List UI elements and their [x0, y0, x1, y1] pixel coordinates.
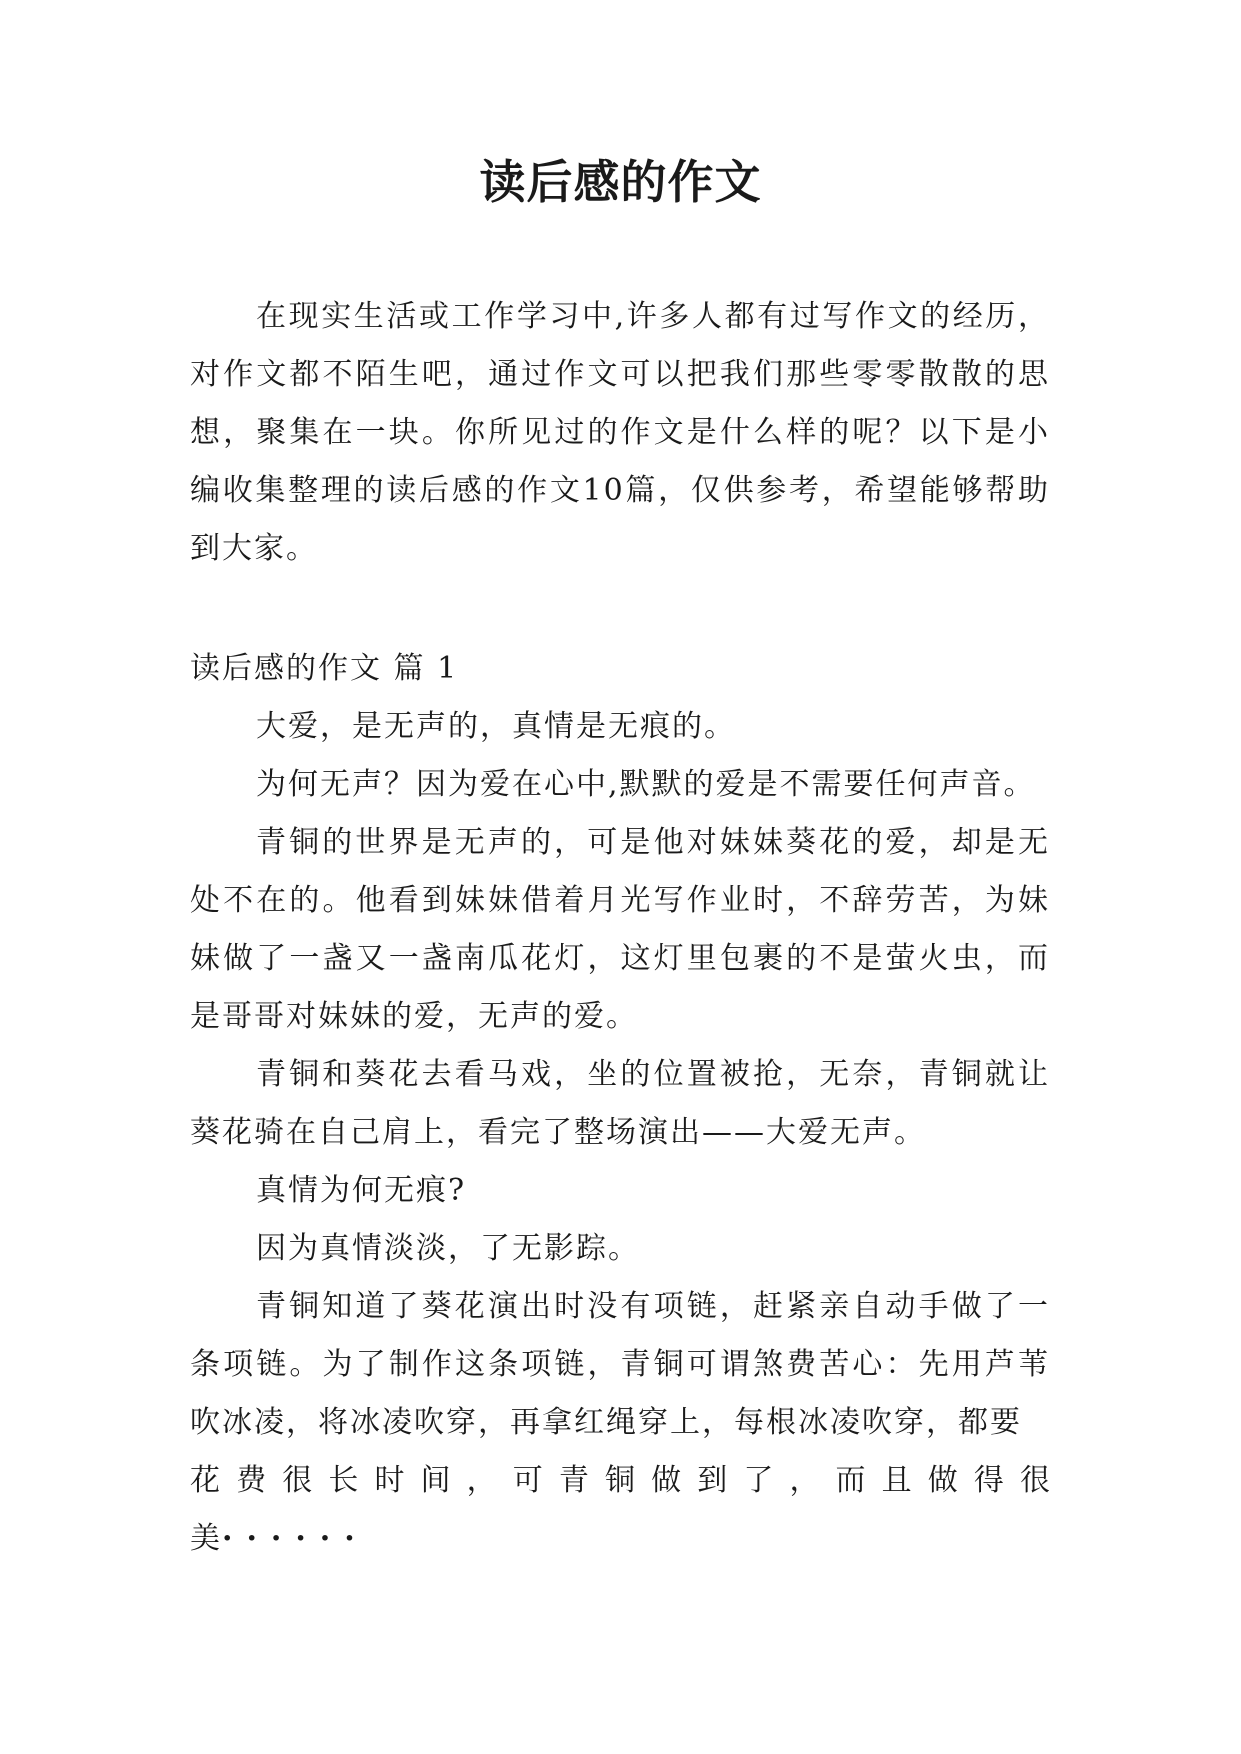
document-title: 读后感的作文 [479, 155, 762, 209]
body-paragraph: 青铜的世界是无声的，可是他对妹妹葵花的爱，却是无处不在的。他看到妹妹借着月光写作业时，不辞劳苦，为妹妹做了一盏又一盏南瓜花灯，这灯里包裹的不是萤火虫，而是哥哥对妹妹的爱，无声的爱。 [190, 825, 1050, 1034]
final-line [190, 1510, 369, 1568]
justified-line: 花费很长时间，可青铜做到了，而且做得很 [190, 1463, 1050, 1498]
body-paragraph: 青铜和葵花去看马戏，坐的位置被抢，无奈，青铜就让葵花骑在自己肩上，看完了整场演出——大爱无声。 [190, 1057, 1050, 1150]
final-line-text: 美 [190, 1521, 222, 1556]
body-paragraph: 真情为何无痕? [256, 1173, 467, 1208]
ellipsis-dots: ······ [222, 1521, 369, 1556]
section-heading: 读后感的作文 篇 1 [190, 651, 459, 686]
body-paragraph: 为何无声？因为爱在心中,默默的爱是不需要任何声音。 [256, 767, 1036, 802]
body-paragraph: 大爱，是无声的，真情是无痕的。 [256, 709, 736, 744]
body-paragraph: 青铜知道了葵花演出时没有项链，赶紧亲自动手做了一条项链。为了制作这条项链，青铜可谓煞费苦心：先用芦苇吹冰凌，将冰凌吹穿，再拿红绳穿上，每根冰凌吹穿，都要 [190, 1289, 1050, 1440]
intro-paragraph: 在现实生活或工作学习中,许多人都有过写作文的经历，对作文都不陌生吧，通过作文可以把我们那些零零散散的思想，聚集在一块。你所见过的作文是什么样的呢？以下是小编收集整理的读后感的作文10篇，仅供参考，希望能够帮助到大家。 [190, 299, 1050, 566]
body-paragraph: 因为真情淡淡，了无影踪。 [256, 1231, 640, 1266]
